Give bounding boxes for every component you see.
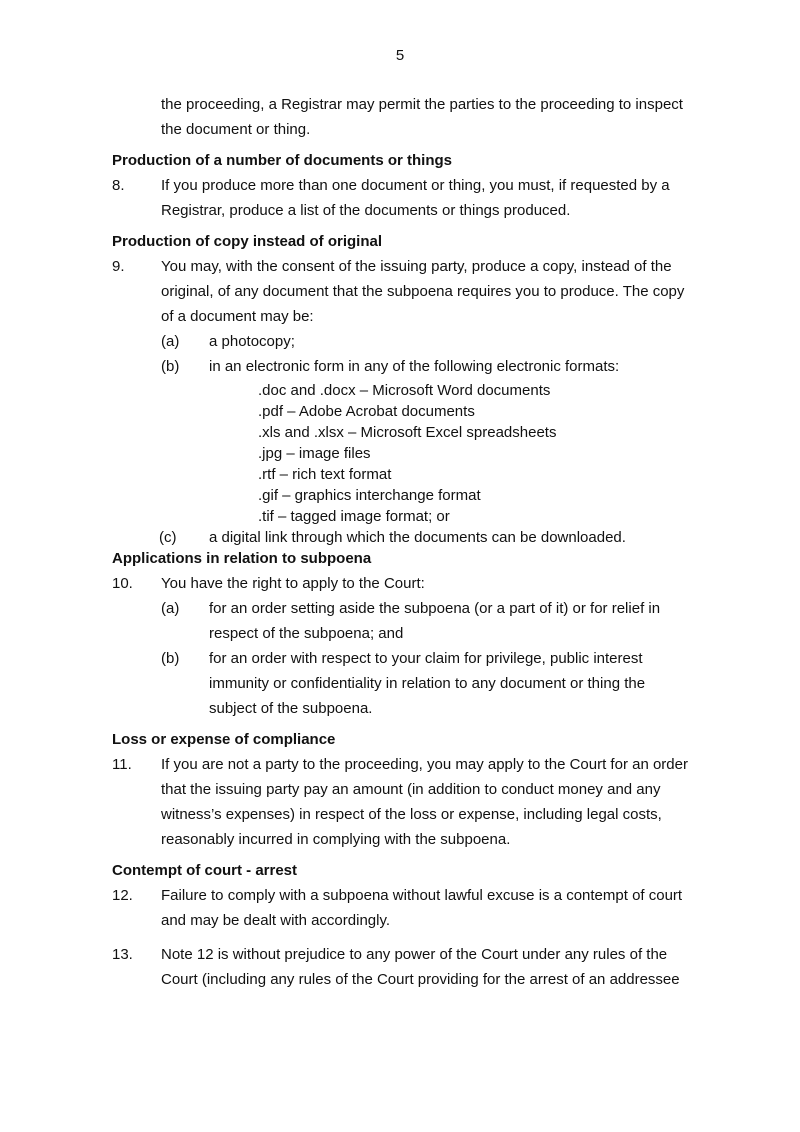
subitem-10a bbox=[161, 596, 692, 646]
paragraph-11 bbox=[112, 752, 692, 852]
paragraph-12 bbox=[112, 883, 692, 933]
subitem-label: (b) bbox=[161, 358, 180, 375]
subitem-text: a digital link through which the documents can be downloaded. bbox=[209, 529, 626, 546]
subitem-9c bbox=[159, 527, 692, 548]
subitem-text: a photocopy; bbox=[209, 333, 295, 350]
format-item: .pdf – Adobe Acrobat documents bbox=[258, 403, 475, 420]
subitem-9b bbox=[161, 354, 692, 379]
paragraph-number: 13. bbox=[112, 946, 133, 963]
paragraph-text: Note 12 is without prejudice to any power of the Court under any rules of the Court (including any rules of the Court providing for the arrest of an addressee bbox=[161, 946, 680, 988]
spacer bbox=[112, 933, 692, 942]
heading-production-copy: Production of copy instead of original bbox=[112, 233, 383, 250]
page-number: 5 bbox=[395, 47, 405, 64]
heading-contempt: Contempt of court - arrest bbox=[112, 862, 298, 879]
paragraph-10 bbox=[112, 571, 692, 596]
subitem-label: (a) bbox=[161, 333, 180, 350]
paragraph-text: You may, with the consent of the issuing party, produce a copy, instead of the original, of any document that the subpoena requires you to produce. The copy of a document may be: bbox=[161, 258, 685, 325]
format-item: .tif – tagged image format; or bbox=[258, 508, 450, 525]
format-item: .doc and .docx – Microsoft Word documents bbox=[258, 382, 551, 399]
heading-loss-expense: Loss or expense of compliance bbox=[112, 731, 336, 748]
format-item: .xls and .xlsx – Microsoft Excel spreadsheets bbox=[258, 424, 557, 441]
paragraph-13 bbox=[112, 942, 692, 992]
paragraph-number: 8. bbox=[112, 177, 125, 194]
paragraph-number: 10. bbox=[112, 575, 133, 592]
format-item: .jpg – image files bbox=[258, 445, 371, 462]
subitem-label: (b) bbox=[161, 650, 180, 667]
format-item: .gif – graphics interchange format bbox=[258, 487, 481, 504]
paragraph-9 bbox=[112, 254, 692, 329]
format-item: .rtf – rich text format bbox=[258, 466, 392, 483]
paragraph-8 bbox=[112, 173, 692, 223]
format-list bbox=[258, 380, 692, 527]
paragraph-text: If you are not a party to the proceeding, you may apply to the Court for an order that the issuing party pay an amount (in addition to conduct money and any witness’s expenses) in respect of the loss or expense, including legal costs, reasonably incurred in complying with the subpoena. bbox=[161, 756, 688, 848]
paragraph-number: 9. bbox=[112, 258, 125, 275]
paragraph-number: 12. bbox=[112, 887, 133, 904]
subitem-text: in an electronic form in any of the following electronic formats: bbox=[209, 358, 620, 375]
page-content bbox=[112, 92, 692, 992]
subitem-label: (c) bbox=[159, 529, 177, 546]
subitem-text: for an order with respect to your claim for privilege, public interest immunity or confidentiality in relation to any document or thing the subject of the subpoena. bbox=[209, 650, 646, 717]
subitem-10b bbox=[161, 646, 692, 721]
heading-applications: Applications in relation to subpoena bbox=[112, 550, 372, 567]
paragraph-text: If you produce more than one document or thing, you must, if requested by a Registrar, produce a list of the documents or things produced. bbox=[161, 177, 670, 219]
subitem-label: (a) bbox=[161, 600, 180, 617]
paragraph-number: 11. bbox=[112, 756, 132, 773]
subitem-9a bbox=[161, 329, 692, 354]
heading-production-number: Production of a number of documents or things bbox=[112, 152, 452, 169]
continuation-text: the proceeding, a Registrar may permit the parties to the proceeding to inspect the document or thing. bbox=[161, 96, 683, 138]
subitem-text: for an order setting aside the subpoena (or a part of it) or for relief in respect of the subpoena; and bbox=[209, 600, 661, 642]
paragraph-text: You have the right to apply to the Court: bbox=[161, 575, 425, 592]
paragraph-text: Failure to comply with a subpoena without lawful excuse is a contempt of court and may be dealt with accordingly. bbox=[161, 887, 683, 929]
